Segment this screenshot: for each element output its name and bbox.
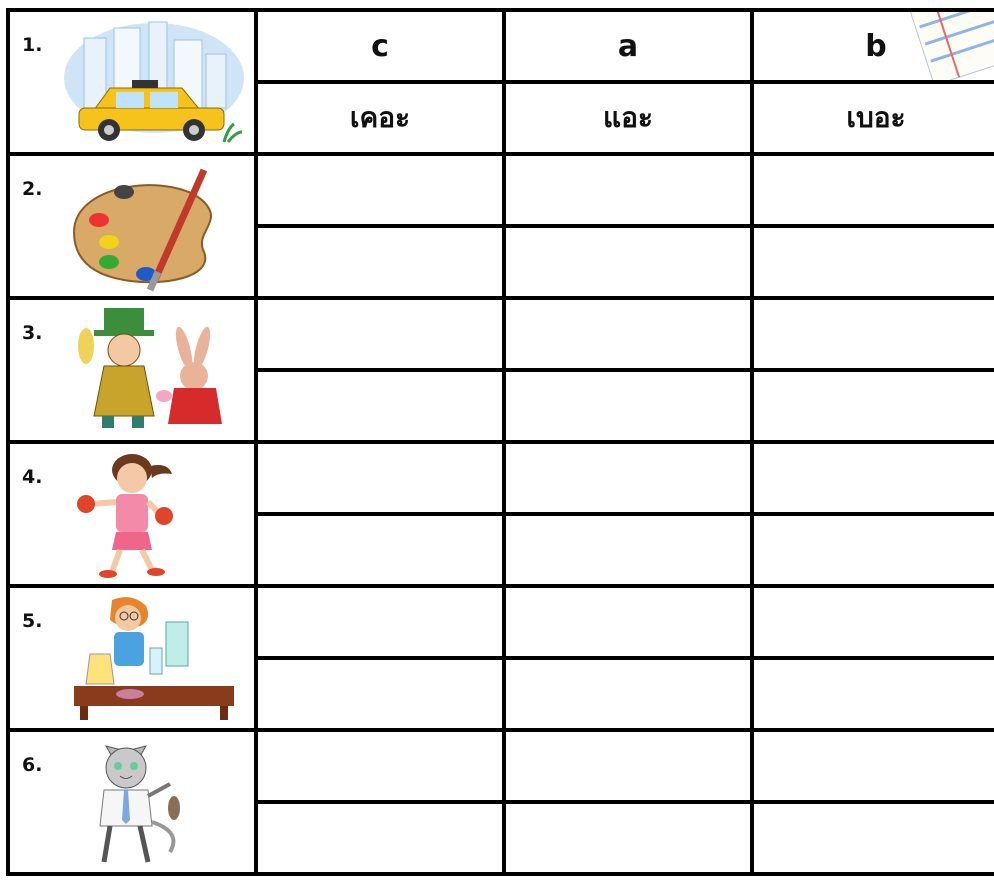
row-6-answer-a-top[interactable] [506, 732, 750, 800]
row-5-picture-cell [10, 588, 254, 728]
row-4-answer-a-top[interactable] [506, 444, 750, 512]
row-4-answer-c-top[interactable] [258, 444, 502, 512]
header-sound-b: เบอะ [754, 84, 994, 152]
mad-hatter-rabbit-icon [54, 306, 244, 436]
row-5-answer-a-bottom[interactable] [506, 660, 750, 728]
row-3-answer-a-top[interactable] [506, 300, 750, 368]
notepad-icon [908, 12, 994, 80]
row-number: 1. [22, 34, 43, 56]
row-6-answer-b-bottom[interactable] [754, 804, 994, 872]
row-2-answer-b-top[interactable] [754, 156, 994, 224]
row-2-answer-a-top[interactable] [506, 156, 750, 224]
row-3-answer-c-bottom[interactable] [258, 372, 502, 440]
paint-palette-icon [54, 162, 244, 292]
row-3-answer-a-bottom[interactable] [506, 372, 750, 440]
row-2-picture-cell [10, 156, 254, 296]
row-4-answer-b-bottom[interactable] [754, 516, 994, 584]
row-2-answer-b-bottom[interactable] [754, 228, 994, 296]
chemist-lab-icon [54, 594, 244, 724]
row-4-answer-a-bottom[interactable] [506, 516, 750, 584]
row-3-picture-cell [10, 300, 254, 440]
row-2-answer-a-bottom[interactable] [506, 228, 750, 296]
row-1-picture-cell [10, 12, 254, 152]
header-letter-b-text: b [865, 28, 887, 64]
header-letter-a: a [506, 12, 750, 80]
row-6-answer-a-bottom[interactable] [506, 804, 750, 872]
row-number: 5. [22, 610, 43, 632]
row-5-answer-a-top[interactable] [506, 588, 750, 656]
header-sound-c: เคอะ [258, 84, 502, 152]
row-5-answer-c-bottom[interactable] [258, 660, 502, 728]
row-4-answer-c-bottom[interactable] [258, 516, 502, 584]
row-4-answer-b-top[interactable] [754, 444, 994, 512]
row-number: 4. [22, 466, 43, 488]
header-letter-b [754, 12, 994, 80]
row-5-answer-b-top[interactable] [754, 588, 994, 656]
row-6-picture-cell [10, 732, 254, 872]
taxi-city-icon [54, 18, 244, 148]
row-number: 2. [22, 178, 43, 200]
header-letter-c: c [258, 12, 502, 80]
row-5-answer-c-top[interactable] [258, 588, 502, 656]
row-4-picture-cell [10, 444, 254, 584]
row-3-answer-b-top[interactable] [754, 300, 994, 368]
row-number: 3. [22, 322, 43, 344]
row-number: 6. [22, 754, 43, 776]
worksheet-table [6, 8, 994, 876]
row-6-answer-b-top[interactable] [754, 732, 994, 800]
cat-with-mouse-icon [54, 738, 244, 868]
row-3-answer-c-top[interactable] [258, 300, 502, 368]
row-2-answer-c-bottom[interactable] [258, 228, 502, 296]
boxing-girl-icon [54, 450, 244, 580]
row-6-answer-c-bottom[interactable] [258, 804, 502, 872]
row-5-answer-b-bottom[interactable] [754, 660, 994, 728]
row-3-answer-b-bottom[interactable] [754, 372, 994, 440]
header-sound-a: แอะ [506, 84, 750, 152]
row-6-answer-c-top[interactable] [258, 732, 502, 800]
row-2-answer-c-top[interactable] [258, 156, 502, 224]
